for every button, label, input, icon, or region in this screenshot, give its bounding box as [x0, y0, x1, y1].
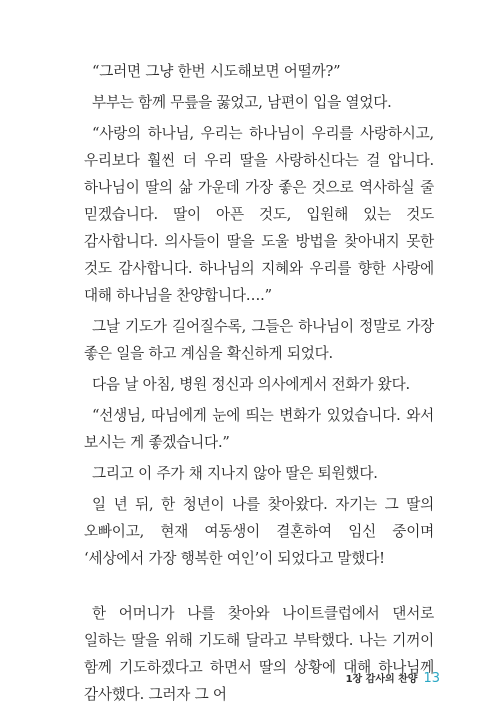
page-number: 13	[423, 671, 440, 686]
paragraph: 그리고 이 주가 채 지나지 않아 딸은 퇴원했다.	[92, 465, 378, 482]
paragraph: 그날 기도가 길어질수록, 그들은 하나님이 정말로 가장 좋은 일을 하고 계심을 확신하게 되었다.	[84, 318, 434, 362]
paragraph: “사랑의 하나님, 우리는 하나님이 우리를 사랑하시고, 우리보다 훨씬 더 우리 딸을 사랑하신다는 걸 압니다. 하나님이 딸의 삶 가운데 가장 좋은 것으로 역사하실 줄 믿겠습니다. 딸이 아픈 것도, 입원해 있는 것도 감사합니다. 의사들이 딸을 도울 방법을 찾아내지 못한 것도 감사합니다. 하나님의 지혜와 우리를 향한 사랑에 대해 하나님을 찬양합니다….”	[84, 125, 434, 304]
paragraph: 한 어머니가 나를 찾아와 나이트클럽에서 댄서로 일하는 딸을 위해 기도해 달라고 부탁했다. 나는 기꺼이 함께 기도하겠다고 하면서 딸의 상황에 대해 하나님께 감사했다. 그러자 그 어	[84, 605, 434, 703]
paragraph: “선생님, 따님에게 눈에 띄는 변화가 있었습니다. 와서 보시는 게 좋겠습니다.”	[84, 407, 434, 451]
chapter-title: 1장 감사의 찬양	[345, 674, 418, 685]
page-body	[84, 58, 434, 708]
paragraph: 다음 날 아침, 병원 정신과 의사에게서 전화가 왔다.	[92, 376, 410, 393]
paragraph: 부부는 함께 무릎을 꿇었고, 남편이 입을 열었다.	[92, 94, 392, 111]
section-break	[84, 572, 434, 600]
paragraph: 일 년 뒤, 한 청년이 나를 찾아왔다. 자기는 그 딸의 오빠이고, 현재 여동생이 결혼하여 임신 중이며 ‘세상에서 가장 행복한 여인’이 되었다고 말했다!	[84, 496, 434, 567]
paragraph: “그러면 그냥 한번 시도해보면 어떨까?”	[92, 63, 341, 80]
page-footer	[0, 670, 440, 686]
